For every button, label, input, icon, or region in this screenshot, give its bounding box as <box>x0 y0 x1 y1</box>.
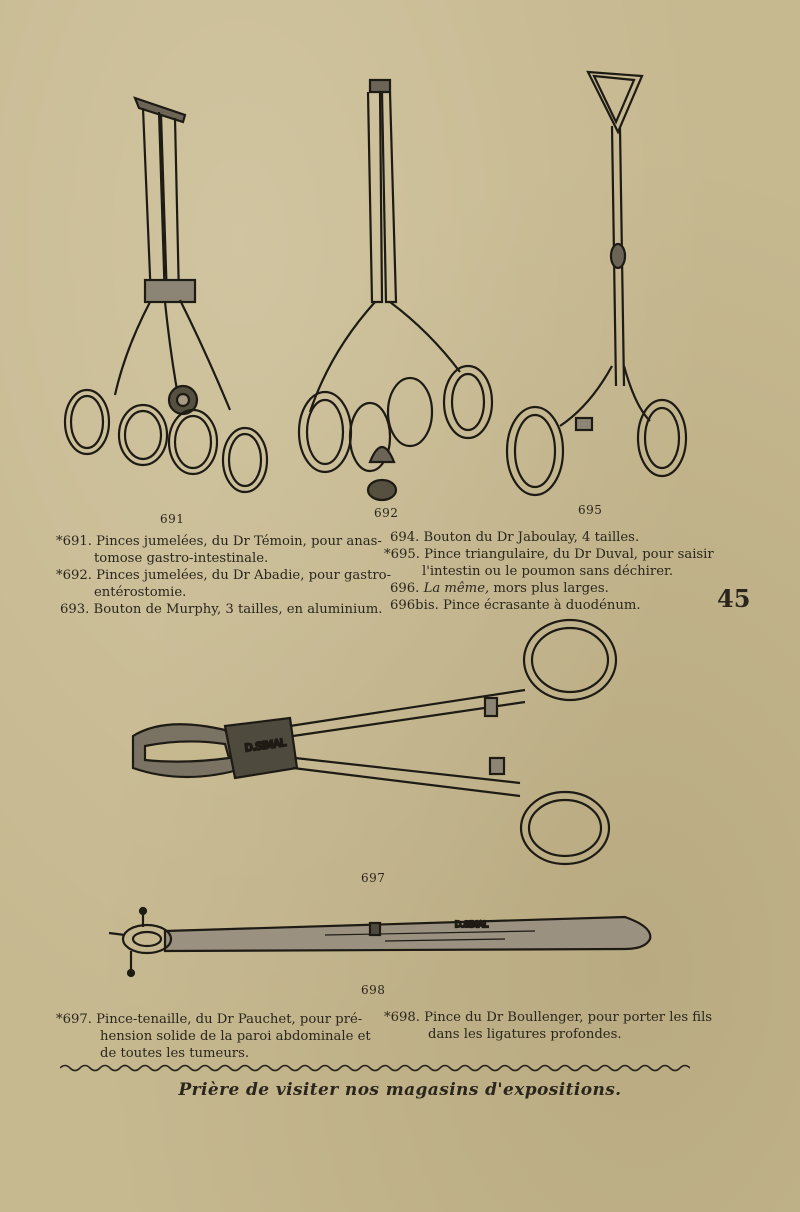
instrument-692-illustration <box>290 72 500 502</box>
caption-line-696 <box>384 580 714 597</box>
instrument-695-illustration <box>500 66 695 506</box>
caption-line: tomose gastro-intestinale. <box>94 551 269 566</box>
caption-line: *695. Pince triangulaire, du Dr Duval, pour saisir <box>384 547 714 562</box>
caption-italic: La même, <box>423 581 490 596</box>
caption-line: 696bis. Pince écrasante à duodénum. <box>390 598 641 613</box>
instrument-698-illustration <box>105 905 660 985</box>
caption-line: 693. Bouton de Murphy, 3 tailles, en aluminium. <box>60 602 383 617</box>
caption-line: dans les ligatures profondes. <box>428 1027 622 1042</box>
figure-number-692: 692 <box>374 506 399 520</box>
caption-line: *698. Pince du Dr Boullenger, pour porter les fils <box>384 1010 713 1025</box>
caption-number: 696. <box>390 581 424 596</box>
svg-text:D.SIMAL: D.SIMAL <box>455 920 488 929</box>
instrument-691-illustration <box>55 90 285 510</box>
figure-number-691: 691 <box>160 512 185 526</box>
caption-line: *691. Pinces jumelées, du Dr Témoin, pour anas- <box>56 534 382 549</box>
caption-line: *697. Pince-tenaille, du Dr Pauchet, pour pré- <box>56 1012 363 1027</box>
caption-line: hension solide de la paroi abdominale et <box>100 1029 371 1044</box>
caption-block-697 <box>56 1011 371 1062</box>
instrument-697-illustration <box>125 618 625 868</box>
wavy-divider <box>60 1062 690 1074</box>
figure-number-698: 698 <box>361 983 386 997</box>
caption-line: *692. Pinces jumelées, du Dr Abadie, pour gastro- <box>56 568 392 583</box>
footer-notice: Prière de visiter nos magasins d'expositions. <box>178 1080 622 1100</box>
svg-text:D.SIMAL: D.SIMAL <box>244 737 287 755</box>
caption-line: l'intestin ou le poumon sans déchirer. <box>422 564 674 579</box>
figure-number-697: 697 <box>361 871 386 885</box>
caption-line: 694. Bouton du Dr Jaboulay, 4 tailles. <box>390 530 640 545</box>
caption-block-691-693 <box>56 533 391 618</box>
page-number: 45 <box>717 584 751 613</box>
figure-number-695: 695 <box>578 503 603 517</box>
caption-block-694-696bis <box>384 529 714 614</box>
caption-line: entérostomie. <box>94 585 187 600</box>
caption-block-698 <box>384 1009 712 1043</box>
caption-text: mors plus larges. <box>489 581 609 596</box>
caption-line: de toutes les tumeurs. <box>100 1046 250 1061</box>
